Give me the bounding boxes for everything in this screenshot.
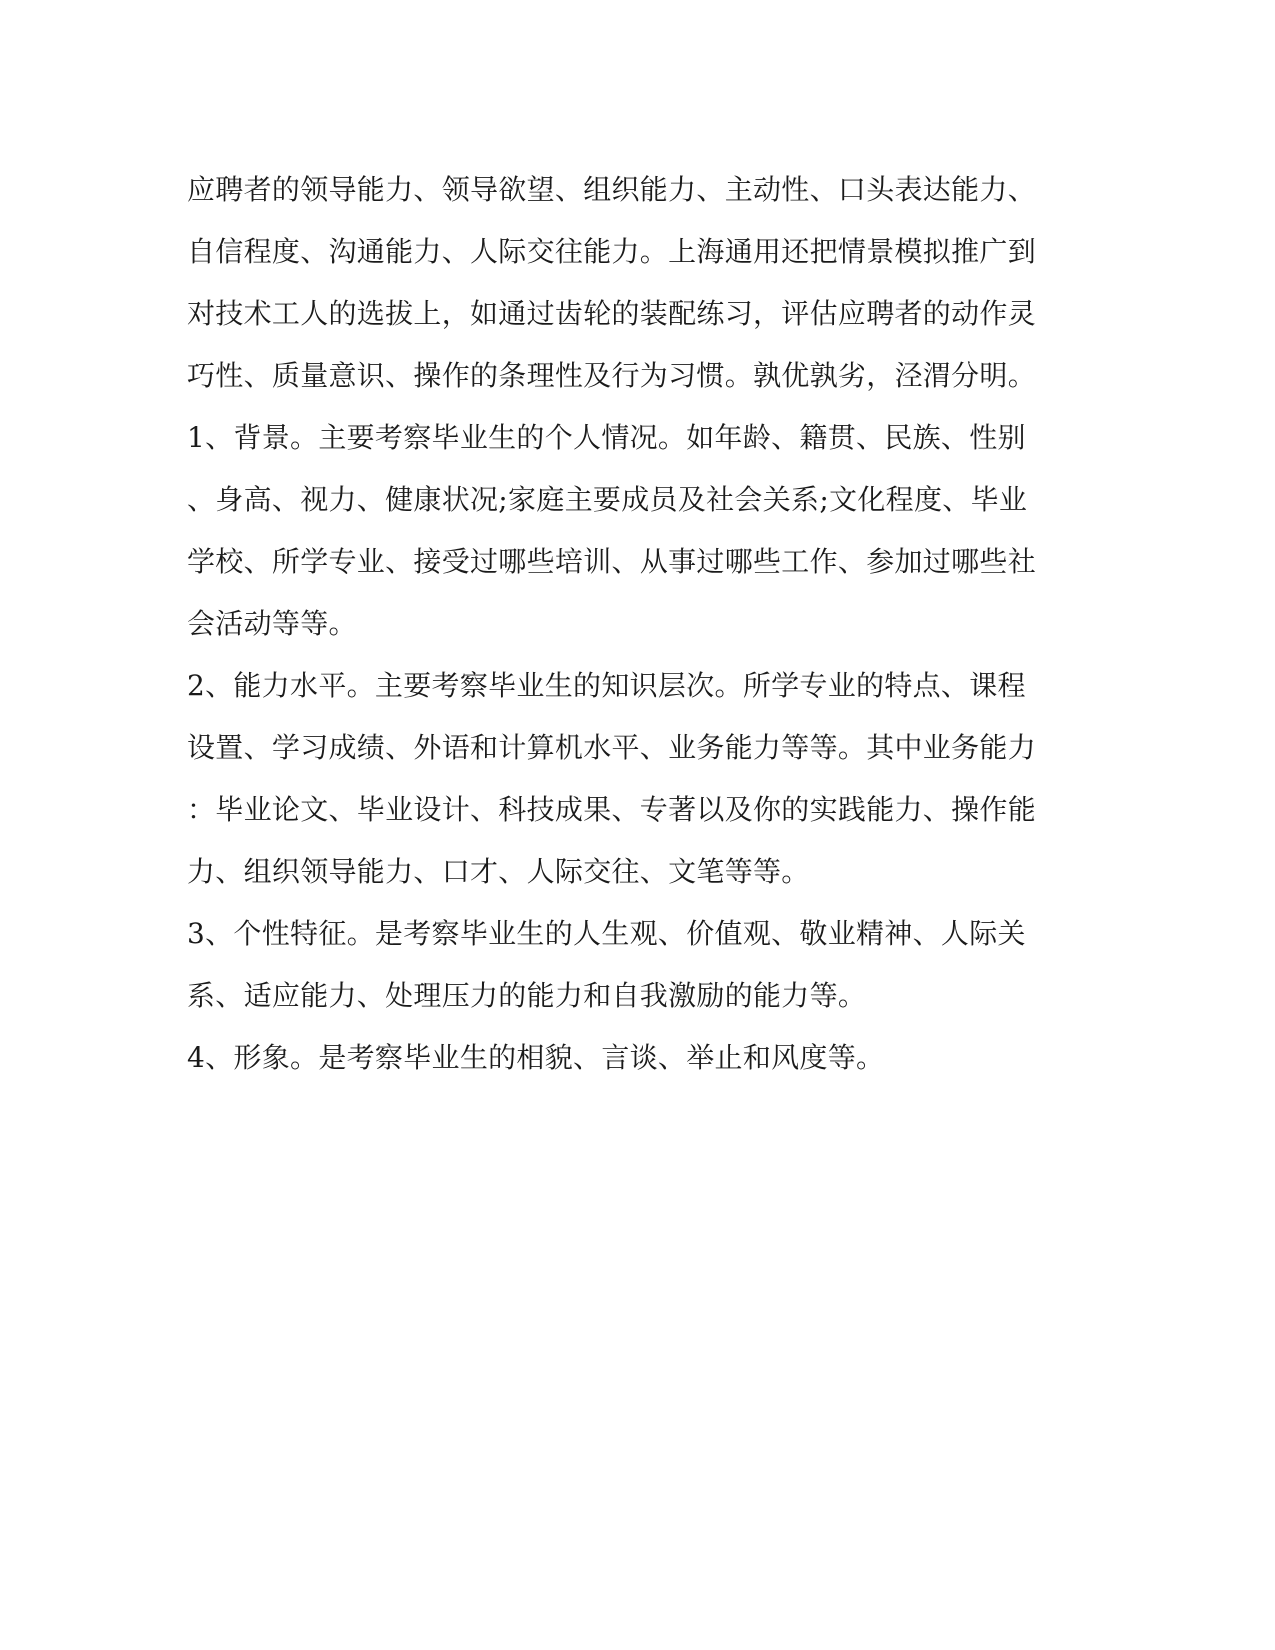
text-line: ：毕业论文、毕业设计、科技成果、专著以及你的实践能力、操作能	[187, 793, 1037, 826]
text-line: 4、形象。是考察毕业生的相貌、言谈、举止和风度等。	[187, 1041, 885, 1074]
text-line: 力、组织领导能力、口才、人际交往、文笔等等。	[187, 855, 810, 888]
text-line: 系、适应能力、处理压力的能力和自我激励的能力等。	[187, 979, 867, 1012]
text-line: 应聘者的领导能力、领导欲望、组织能力、主动性、口头表达能力、	[187, 173, 1037, 206]
text-line: 会活动等等。	[187, 607, 357, 640]
text-line: 巧性、质量意识、操作的条理性及行为习惯。孰优孰劣，泾渭分明。	[187, 359, 1037, 392]
text-line: 1、背景。主要考察毕业生的个人情况。如年龄、籍贯、民族、性别	[187, 421, 1026, 454]
text-line: 对技术工人的选拔上，如通过齿轮的装配练习，评估应聘者的动作灵	[187, 297, 1037, 330]
text-line: 3、个性特征。是考察毕业生的人生观、价值观、敬业精神、人际关	[187, 917, 1026, 950]
text-line: 自信程度、沟通能力、人际交往能力。上海通用还把情景模拟推广到	[187, 235, 1037, 268]
text-line: 、身高、视力、健康状况;家庭主要成员及社会关系;文化程度、毕业	[187, 483, 1028, 516]
body-text	[187, 159, 1047, 1089]
text-line: 设置、学习成绩、外语和计算机水平、业务能力等等。其中业务能力	[187, 731, 1037, 764]
text-line: 2、能力水平。主要考察毕业生的知识层次。所学专业的特点、课程	[187, 669, 1026, 702]
text-line: 学校、所学专业、接受过哪些培训、从事过哪些工作、参加过哪些社	[187, 545, 1037, 578]
